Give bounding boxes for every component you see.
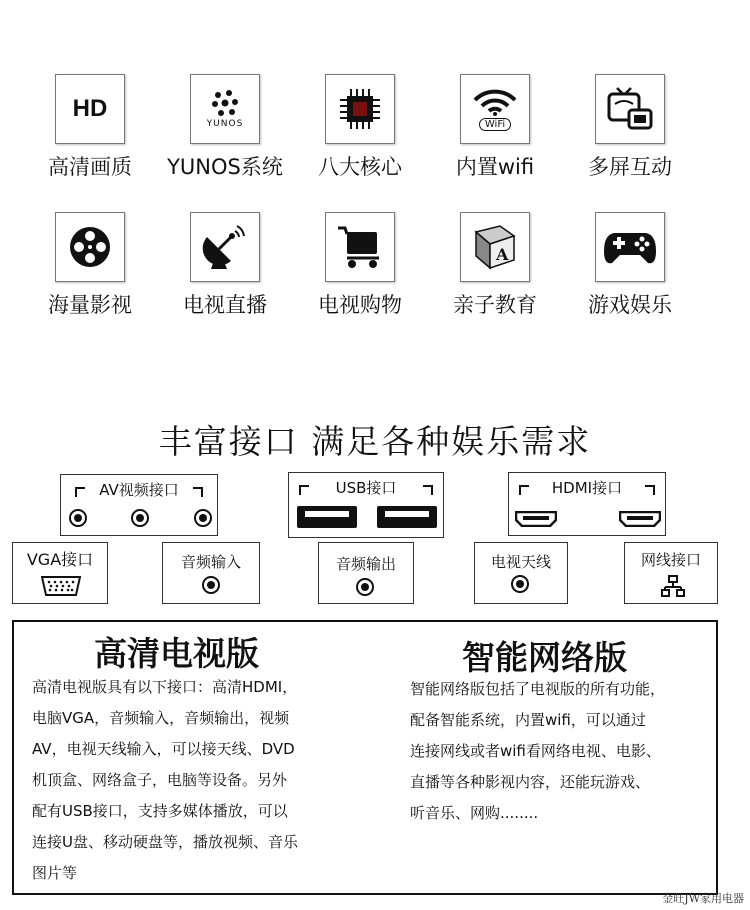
text-line: 图片等 bbox=[32, 864, 78, 882]
antenna-jack-icon bbox=[511, 575, 529, 593]
text-line: 电脑VGA，音频输入，音频输出，视频 bbox=[32, 709, 290, 727]
smart-version-title: 智能网络版 bbox=[462, 638, 627, 677]
text-line: 听音乐、网购........ bbox=[410, 804, 539, 822]
audio-jack-icon bbox=[356, 578, 374, 596]
text-line: 配备智能系统，内置wifi，可以通过 bbox=[410, 711, 646, 729]
text-line: 直播等各种影视内容，还能玩游戏、 bbox=[410, 773, 651, 791]
feature-label: 亲子教育 bbox=[453, 293, 537, 317]
feature-label: 内置wifi bbox=[455, 155, 535, 179]
hdmi-port-group bbox=[508, 472, 666, 536]
feature-label: 电视直播 bbox=[183, 293, 267, 317]
text-line: 配有USB接口，支持多媒体播放，可以 bbox=[32, 802, 288, 820]
hd-version-text bbox=[32, 672, 298, 889]
hdmi-port-label: HDMI接口 bbox=[551, 479, 623, 497]
hdmi-socket-icon bbox=[619, 511, 661, 527]
satellite-dish-icon bbox=[190, 212, 260, 282]
multi-screen-icon bbox=[595, 74, 665, 144]
av-port-label: AV视频接口 bbox=[99, 481, 179, 499]
interfaces-headline: 丰富接口 满足各种娱乐需求 bbox=[158, 422, 592, 461]
feature-live-tv bbox=[165, 212, 285, 318]
gamepad-icon bbox=[595, 212, 665, 282]
text-line: 高清电视版具有以下接口：高清HDMI， bbox=[32, 678, 298, 696]
hd-icon bbox=[55, 74, 125, 144]
hd-version-title: 高清电视版 bbox=[94, 634, 259, 673]
text-line: AV，电视天线输入，可以接天线、DVD bbox=[32, 740, 295, 758]
version-panel bbox=[12, 620, 718, 895]
tv-antenna-port-group bbox=[474, 542, 568, 604]
feature-games bbox=[570, 212, 690, 318]
film-reel-icon bbox=[55, 212, 125, 282]
shopping-cart-icon bbox=[325, 212, 395, 282]
text-line: 连接U盘、移动硬盘等，播放视频、音乐 bbox=[32, 833, 298, 851]
wifi-icon bbox=[460, 74, 530, 144]
wifi-badge: WiFi bbox=[479, 118, 511, 131]
feature-label: 高清画质 bbox=[48, 155, 132, 179]
feature-label: YUNOS系统 bbox=[167, 155, 283, 179]
av-jack-icon bbox=[69, 509, 87, 527]
network-port-group bbox=[624, 542, 718, 604]
vga-port-group bbox=[12, 542, 108, 604]
feature-education bbox=[435, 212, 555, 318]
audio-jack-icon bbox=[202, 576, 220, 594]
feature-label: 海量影视 bbox=[48, 293, 132, 317]
av-port-group bbox=[60, 474, 218, 536]
usb-port-label: USB接口 bbox=[335, 479, 397, 497]
text-line: 连接网线或者wifi看网络电视、电影、 bbox=[410, 742, 661, 760]
yunos-badge: YUNOS bbox=[206, 119, 244, 129]
vga-socket-icon bbox=[41, 576, 81, 596]
audio-out-label: 音频输出 bbox=[335, 555, 396, 573]
audio-in-label: 音频输入 bbox=[180, 553, 241, 571]
network-icon bbox=[661, 575, 685, 597]
usb-port-group bbox=[288, 472, 444, 538]
audio-in-port-group bbox=[162, 542, 260, 604]
av-jack-icon bbox=[131, 509, 149, 527]
feature-label: 多屏互动 bbox=[588, 155, 672, 179]
tv-antenna-label: 电视天线 bbox=[490, 553, 551, 571]
feature-tv-shopping bbox=[300, 212, 420, 318]
hd-badge: HD bbox=[72, 95, 108, 122]
svg-text:A: A bbox=[496, 245, 509, 264]
feature-label: 游戏娱乐 bbox=[588, 293, 672, 317]
cpu-chip-icon bbox=[325, 74, 395, 144]
feature-label: 八大核心 bbox=[318, 155, 402, 179]
feature-multiscreen bbox=[570, 74, 690, 180]
network-port-label: 网线接口 bbox=[640, 551, 701, 569]
feature-yunos bbox=[165, 74, 285, 180]
av-jack-icon bbox=[194, 509, 212, 527]
smart-version-text bbox=[410, 674, 665, 829]
feature-wifi bbox=[435, 74, 555, 180]
vga-port-label: VGA接口 bbox=[26, 550, 94, 569]
usb-socket-icon bbox=[377, 506, 437, 528]
hdmi-socket-icon bbox=[515, 511, 557, 527]
book-icon bbox=[460, 212, 530, 282]
yunos-icon bbox=[190, 74, 260, 144]
text-line: 机顶盒、网络盒子，电脑等设备。另外 bbox=[32, 771, 288, 789]
usb-socket-icon bbox=[297, 506, 357, 528]
audio-out-port-group bbox=[318, 542, 414, 604]
feature-hd bbox=[30, 74, 150, 180]
feature-label: 电视购物 bbox=[318, 293, 402, 317]
feature-movies bbox=[30, 212, 150, 318]
feature-octa-core bbox=[300, 74, 420, 180]
text-line: 智能网络版包括了电视版的所有功能， bbox=[410, 680, 666, 698]
watermark: 金旺JW家用电器 bbox=[662, 892, 744, 905]
